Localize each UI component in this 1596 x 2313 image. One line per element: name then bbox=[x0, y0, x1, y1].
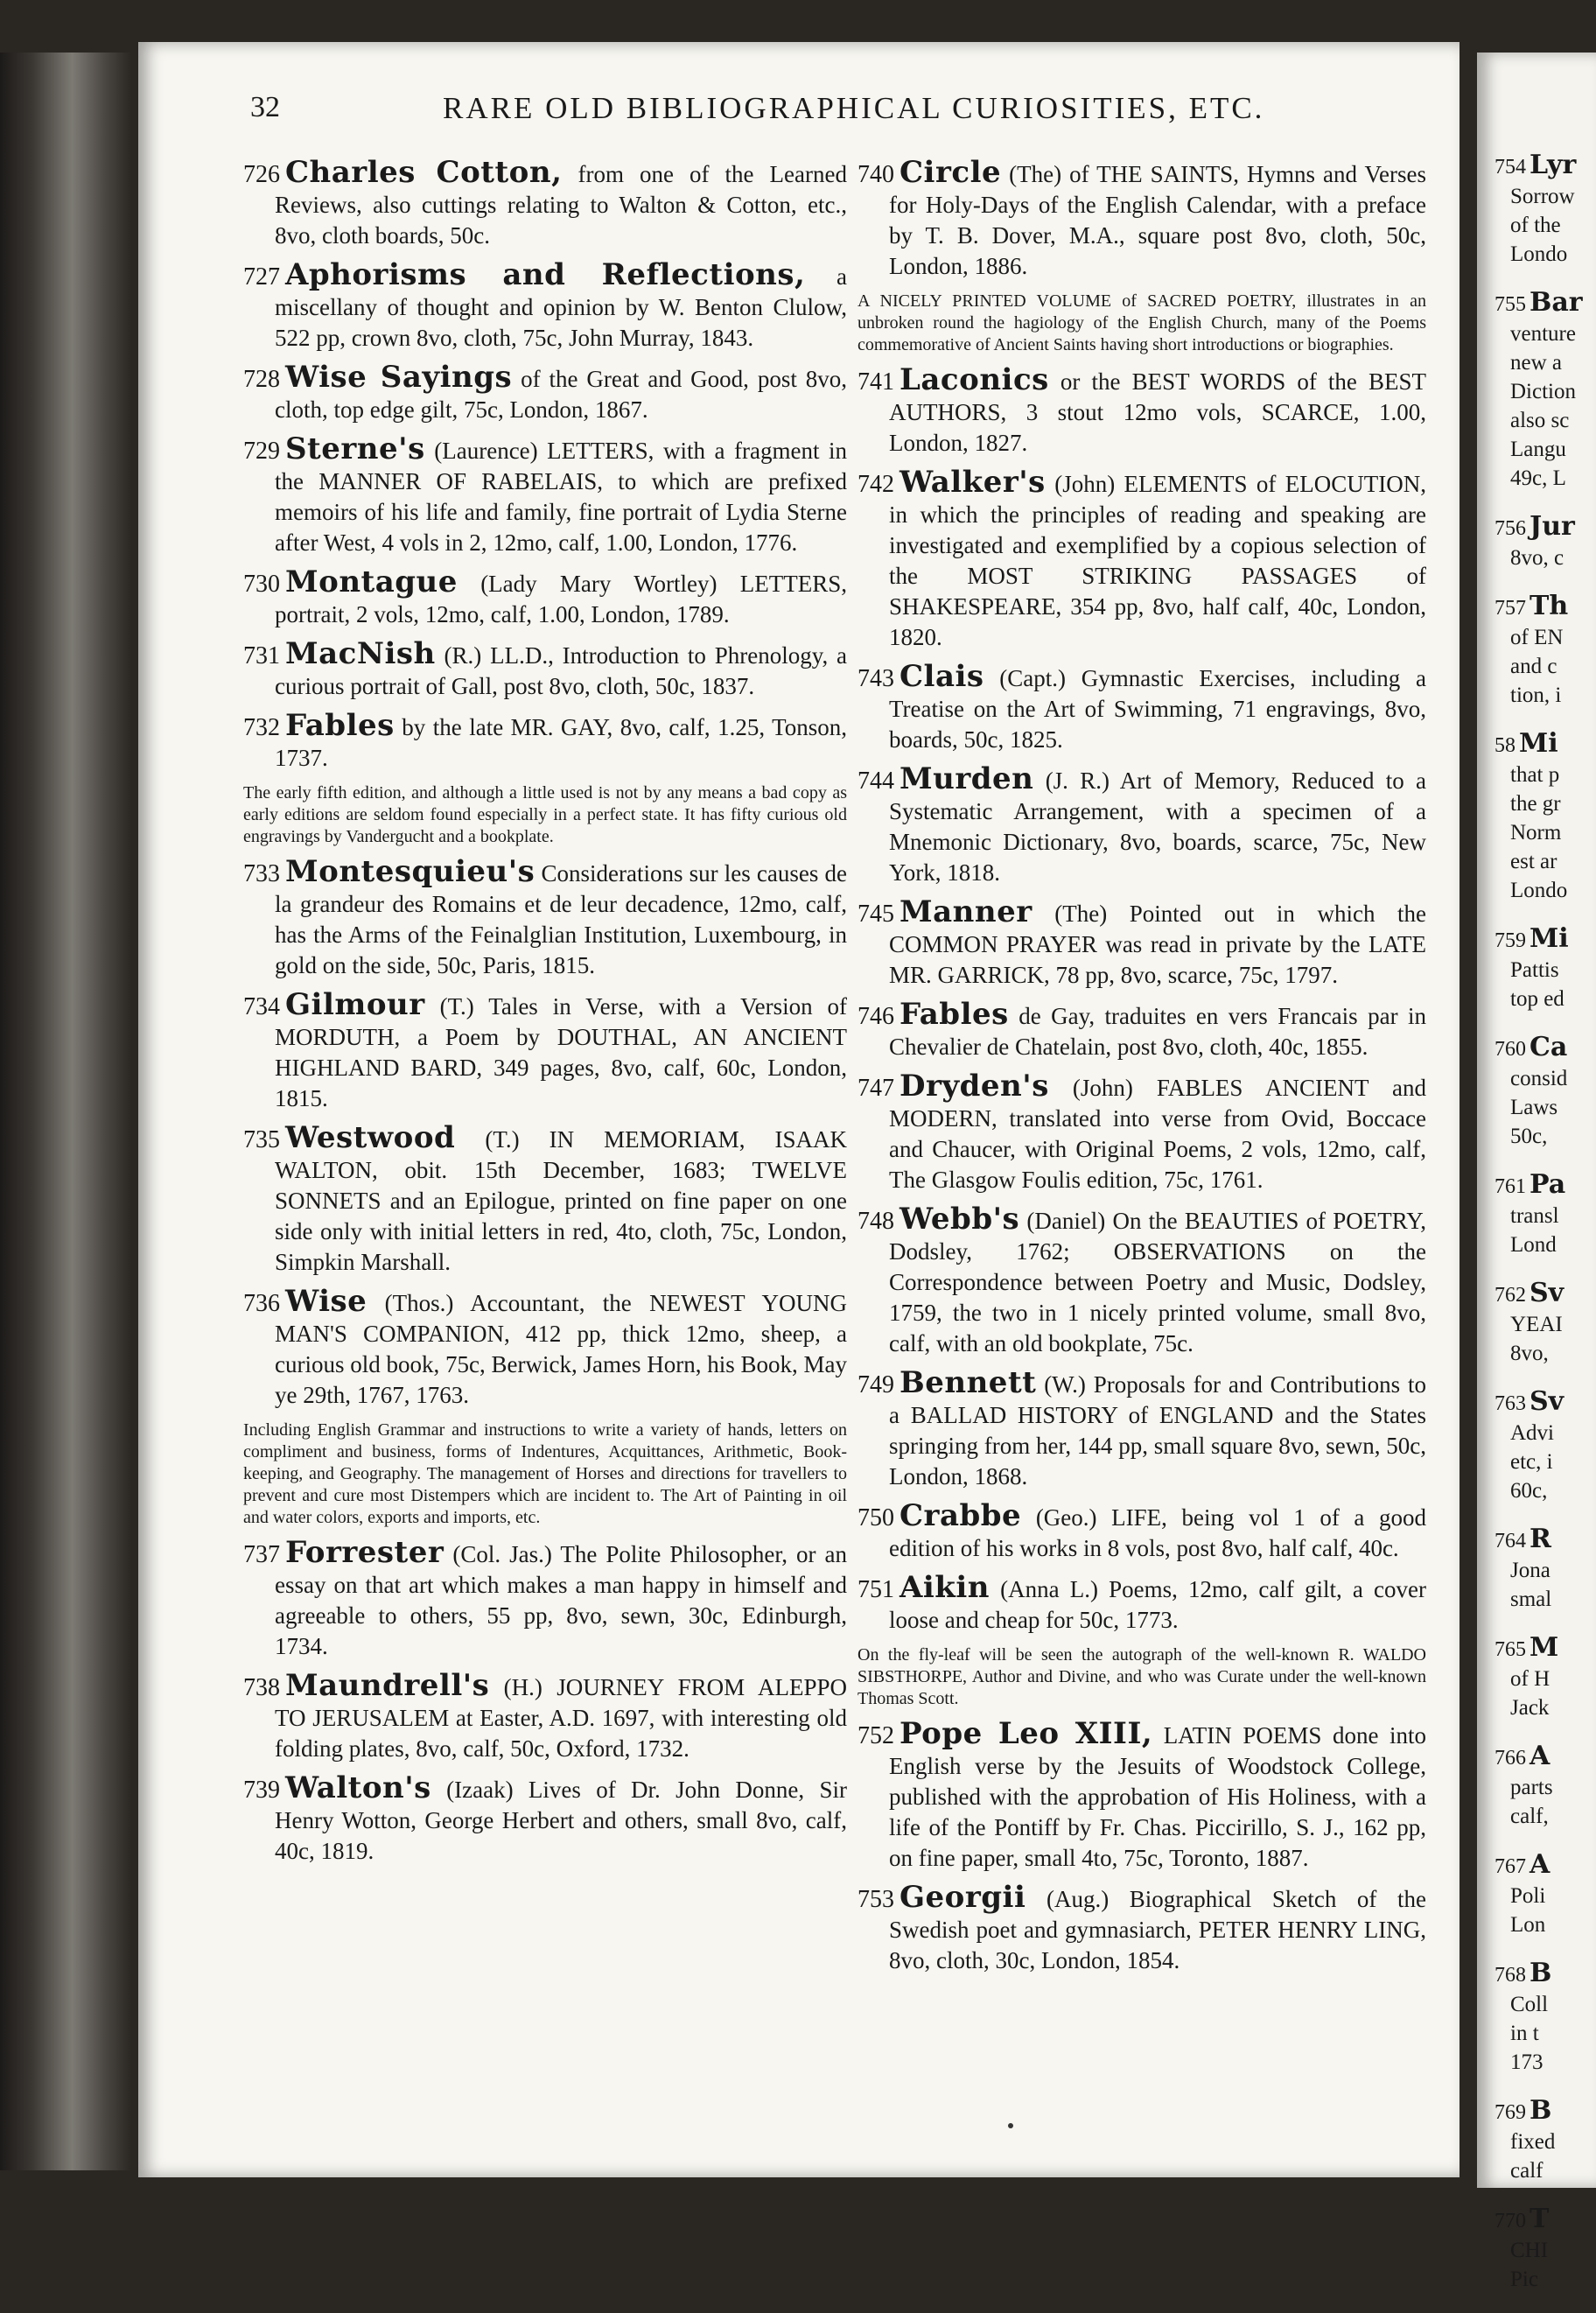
partial-entry bbox=[1494, 2204, 1583, 2294]
entry-number: 745 bbox=[858, 901, 894, 928]
entry-line: 49c, L bbox=[1510, 466, 1566, 490]
entry-description: (T.) IN MEMORIAM, ISAAK WALTON, obit. 15th December, 1683; TWELVE SONNETS and an Epilogue, printed on fine paper on one side only with initial letters in red, 4to, cloth, 75c, London, Simpkin Marshall. bbox=[275, 1126, 847, 1275]
partial-entry bbox=[1494, 1170, 1583, 1259]
entry-description: (Col. Jas.) The Polite Philosopher, or an essay on that art which makes a man happy in himself and agreeable to others, 55 pp, 8vo, sewn, 30c, Edinburgh, 1734. bbox=[275, 1541, 847, 1659]
entry-title: Webb's bbox=[900, 1202, 1020, 1237]
entry-title: Laconics bbox=[900, 362, 1049, 397]
entry-description: Considerations sur les causes de la grandeur des Romains et de leur decadence, 12mo, calf, has the Arms of the Feinalglian Institution, Luxembourg, in gold on the side, 50c, Paris, 1815. bbox=[275, 860, 848, 978]
entry-number: 753 bbox=[858, 1886, 894, 1913]
entry-number: 751 bbox=[858, 1576, 894, 1603]
entry-description: (Laurence) LETTERS, with a fragment in the MANNER OF RABELAIS, to which are prefixed memoirs of his life and family, fine portrait of Lydia Sterne after West, 4 vols in 2, 12mo, calf, 1.00, London, 1776. bbox=[275, 438, 847, 556]
entry-number: 742 bbox=[858, 471, 894, 498]
catalog-entry bbox=[243, 431, 847, 558]
entry-number: 765 bbox=[1494, 1638, 1526, 1661]
entry-title: Sterne's bbox=[285, 431, 425, 466]
entry-description: a miscellany of thought and opinion by W. Benton Clulow, 522 pp, crown 8vo, cloth, 75c, John Murray, 1843. bbox=[275, 263, 847, 351]
catalog-entry bbox=[243, 708, 847, 774]
entry-title: T bbox=[1530, 2204, 1550, 2234]
catalog-entry bbox=[243, 1286, 847, 1411]
page-number: 32 bbox=[250, 91, 280, 123]
entry-number: 737 bbox=[243, 1541, 280, 1568]
entry-line: of EN bbox=[1510, 626, 1564, 649]
entry-line: the gr bbox=[1510, 792, 1561, 816]
entry-line: calf bbox=[1510, 2159, 1544, 2183]
entry-title: Georgii bbox=[900, 1880, 1026, 1915]
entry-line: transl bbox=[1510, 1204, 1559, 1228]
entry-line: Poli bbox=[1510, 1884, 1546, 1908]
catalog-entry bbox=[858, 1071, 1426, 1195]
entry-title: Bennett bbox=[900, 1365, 1037, 1400]
catalog-entry bbox=[858, 1570, 1426, 1636]
entry-number: 756 bbox=[1494, 517, 1526, 540]
entry-line: Sorrow bbox=[1510, 185, 1575, 208]
entry-title: Wise Sayings bbox=[285, 360, 513, 395]
entry-line: calf, bbox=[1510, 1805, 1549, 1828]
entry-number: 767 bbox=[1494, 1855, 1526, 1878]
entry-line: Laws bbox=[1510, 1096, 1558, 1119]
entry-title: Fables bbox=[285, 708, 395, 743]
entry-title: M bbox=[1530, 1632, 1559, 1663]
entry-line: Langu bbox=[1510, 438, 1566, 461]
entry-description: (Thos.) Accountant, the NEWEST YOUNG MAN'S COMPANION, 412 pp, thick 12mo, sheep, a curious old book, 75c, Berwick, James Horn, his Book, May ye 29th, 1767, 1763. bbox=[275, 1290, 847, 1408]
entry-line: Londo bbox=[1510, 242, 1568, 266]
entry-title: Sv bbox=[1530, 1278, 1564, 1308]
partial-entry bbox=[1494, 729, 1583, 905]
entry-number: 730 bbox=[243, 571, 280, 598]
entry-description: (John) FABLES ANCIENT and MODERN, translated into verse from Ovid, Boccace and Chaucer, with Original Poems, 2 vols, 12mo, calf, The Glasgow Foulis edition, 75c, 1761. bbox=[889, 1075, 1427, 1193]
partial-entry bbox=[1494, 1524, 1583, 1614]
entry-number: 764 bbox=[1494, 1530, 1526, 1553]
entry-title: Jur bbox=[1530, 511, 1575, 542]
entry-title: Aphorisms and Reflections, bbox=[285, 257, 806, 292]
entry-line: in t bbox=[1510, 2022, 1539, 2045]
page-title: RARE OLD BIBLIOGRAPHICAL CURIOSITIES, ETC. bbox=[443, 91, 1265, 125]
entry-line: Londo bbox=[1510, 879, 1568, 902]
partial-entry bbox=[1494, 1959, 1583, 2077]
entry-title: Forrester bbox=[285, 1535, 444, 1570]
partial-entry bbox=[1494, 2096, 1583, 2185]
entry-line: consid bbox=[1510, 1067, 1568, 1090]
entry-title: Westwood bbox=[285, 1120, 456, 1155]
entry-title: Dryden's bbox=[900, 1069, 1049, 1104]
entry-title: Maundrell's bbox=[285, 1668, 490, 1703]
partial-entry bbox=[1494, 592, 1583, 710]
entry-description: de Gay, traduites en vers Francais par in Chevalier de Chatelain, post 8vo, cloth, 40c, 1855. bbox=[889, 1003, 1426, 1060]
entry-description: (Geo.) LIFE, being vol 1 of a good edition of his works in 8 vols, post 8vo, half calf, 40c. bbox=[889, 1504, 1427, 1561]
entry-description: (John) ELEMENTS of ELOCUTION, in which the principles of reading and speaking are investigated and exemplified by a copious selection of the MOST STRIKING PASSAGES of SHAKESPEARE, 354 pp, 8vo, half calf, 40c, London, 1820. bbox=[889, 471, 1426, 650]
entry-description: (R.) LL.D., Introduction to Phrenology, a curious portrait of Gall, post 8vo, cloth, 50c, 1837. bbox=[275, 642, 848, 699]
entry-line: that p bbox=[1510, 763, 1560, 787]
entry-line: 8vo, c bbox=[1510, 546, 1564, 570]
entry-title: Sv bbox=[1530, 1386, 1564, 1417]
page-mark bbox=[1008, 2123, 1013, 2128]
entry-line: Lon bbox=[1510, 1913, 1546, 1937]
entry-description: or the BEST WORDS of the BEST AUTHORS, 3 stout 12mo vols, SCARCE, 1.00, London, 1827. bbox=[889, 368, 1426, 456]
entry-description: (Daniel) On the BEAUTIES of POETRY, Dodsley, 1762; OBSERVATIONS on the Correspondence between Poetry and Music, Dodsley, 1759, the two in 1 nicely printed volume, small 8vo, calf, with an old bookplate, 75c. bbox=[889, 1208, 1426, 1356]
entry-number: 762 bbox=[1494, 1284, 1526, 1307]
entry-title: Manner bbox=[900, 894, 1032, 929]
entry-number: 750 bbox=[858, 1504, 894, 1531]
entry-line: of the bbox=[1510, 214, 1561, 237]
entry-number: 755 bbox=[1494, 293, 1526, 316]
entry-line: Pic bbox=[1510, 2267, 1538, 2291]
entry-title: A bbox=[1530, 1741, 1550, 1771]
partial-entry bbox=[1494, 512, 1583, 572]
entry-number: 760 bbox=[1494, 1038, 1526, 1061]
catalog-entry bbox=[243, 987, 847, 1114]
entry-number: 754 bbox=[1494, 156, 1526, 179]
entry-title: Clais bbox=[900, 659, 984, 694]
entry-number: 741 bbox=[858, 368, 894, 396]
entry-title: Mi bbox=[1519, 728, 1558, 759]
entry-title: Ca bbox=[1530, 1032, 1568, 1062]
entry-number: 739 bbox=[243, 1777, 280, 1804]
adjacent-page bbox=[1477, 53, 1596, 2291]
catalog-entry bbox=[858, 761, 1427, 888]
entry-description: (Izaak) Lives of Dr. John Donne, Sir Henry Wotton, George Herbert and others, small 8vo, calf, 40c, 1819. bbox=[275, 1777, 847, 1864]
entry-number: 58 bbox=[1494, 734, 1516, 757]
page-header bbox=[250, 91, 1423, 144]
entry-description: (W.) Proposals for and Contributions to a BALLAD HISTORY of ENGLAND and the States springing from her, 144 pp, small square 8vo, sewn, 50c, London, 1868. bbox=[889, 1371, 1427, 1489]
entry-number: 768 bbox=[1494, 1964, 1526, 1987]
entry-title: Fables bbox=[900, 997, 1009, 1032]
right-column bbox=[858, 155, 1427, 1985]
entry-title: Walton's bbox=[285, 1770, 431, 1805]
entry-line: Pattis bbox=[1510, 958, 1559, 982]
entry-number: 747 bbox=[858, 1075, 894, 1102]
catalog-entry bbox=[243, 854, 848, 981]
catalog-entry bbox=[858, 1498, 1427, 1564]
entry-description: LATIN POEMS done into English verse by the Jesuits of Woodstock College, published with the approbation of His Holiness, with a life of the Pontiff by Fr. Chas. Piccirillo, S. J., 162 pp, on fine paper, small 4to, 75c, Toronto, 1887. bbox=[889, 1722, 1426, 1871]
entry-title: B bbox=[1530, 2095, 1552, 2126]
catalog-entry bbox=[243, 257, 847, 354]
entry-title: R bbox=[1530, 1524, 1551, 1554]
partial-entry bbox=[1494, 1742, 1583, 1831]
entry-line: fixed bbox=[1510, 2130, 1556, 2154]
entry-number: 763 bbox=[1494, 1392, 1526, 1415]
catalog-entry bbox=[858, 155, 1426, 282]
entry-line: smal bbox=[1510, 1588, 1552, 1611]
entry-number: 727 bbox=[243, 263, 280, 291]
entry-title: Pa bbox=[1530, 1169, 1566, 1200]
entry-description: by the late MR. GAY, 8vo, calf, 1.25, Tonson, 1737. bbox=[275, 714, 847, 771]
entry-number: 740 bbox=[858, 161, 894, 188]
entry-line: also sc bbox=[1510, 409, 1570, 432]
entry-title: Crabbe bbox=[900, 1498, 1022, 1533]
catalog-entry bbox=[858, 1716, 1426, 1874]
entry-line: 50c, bbox=[1510, 1125, 1548, 1148]
entry-number: 770 bbox=[1494, 2210, 1526, 2232]
catalog-entry bbox=[243, 1770, 847, 1867]
entry-title: Wise bbox=[285, 1284, 368, 1319]
entry-number: 733 bbox=[243, 860, 280, 887]
entry-note: On the fly-leaf will be seen the autograph of the well-known R. WALDO SIBSTHORPE, Author and Divine, and who was Curate under the well-known Thomas Scott. bbox=[858, 1645, 1426, 1708]
entry-description: from one of the Learned Reviews, also cuttings relating to Walton & Cotton, etc., 8vo, cloth boards, 50c. bbox=[275, 161, 847, 249]
partial-entry bbox=[1494, 1033, 1583, 1151]
catalog-entry bbox=[243, 1535, 847, 1662]
catalog-entry bbox=[243, 1668, 848, 1764]
entry-description: (T.) Tales in Verse, with a Version of MORDUTH, a Poem by DOUTHAL, AN ANCIENT HIGHLAND BARD, 349 pages, 8vo, calf, 60c, London, 1815. bbox=[275, 993, 847, 1111]
entry-line: YEAI bbox=[1510, 1313, 1563, 1336]
entry-description: (Lady Mary Wortley) LETTERS, portrait, 2 vols, 12mo, calf, 1.00, London, 1789. bbox=[275, 571, 847, 627]
catalog-entry bbox=[243, 362, 847, 425]
catalog-entry bbox=[858, 894, 1427, 991]
partial-entry bbox=[1494, 1633, 1583, 1722]
entry-number: 752 bbox=[858, 1722, 894, 1749]
entry-description: (Aug.) Biographical Sketch of the Swedish poet and gymnasiarch, PETER HENRY LING, 8vo, cloth, 30c, London, 1854. bbox=[889, 1886, 1426, 1973]
catalog-page bbox=[138, 42, 1460, 2177]
entry-line: 8vo, bbox=[1510, 1342, 1549, 1365]
entry-number: 761 bbox=[1494, 1175, 1526, 1198]
catalog-entry bbox=[858, 362, 1426, 459]
entry-number: 732 bbox=[243, 714, 280, 741]
entry-description: (H.) JOURNEY FROM ALEPPO TO JERUSALEM at Easter, A.D. 1697, with interesting old folding plates, 8vo, calf, 50c, Oxford, 1732. bbox=[275, 1674, 848, 1762]
entry-line: and c bbox=[1510, 655, 1558, 678]
entry-line: Diction bbox=[1510, 380, 1576, 403]
entry-number: 731 bbox=[243, 642, 280, 669]
entry-title: Pope Leo XIII, bbox=[900, 1716, 1153, 1751]
entry-number: 735 bbox=[243, 1126, 280, 1153]
entry-number: 729 bbox=[243, 438, 280, 465]
partial-entry bbox=[1494, 1279, 1583, 1368]
entry-title: Murden bbox=[900, 761, 1034, 796]
catalog-entry bbox=[858, 1204, 1426, 1359]
partial-entry bbox=[1494, 1850, 1583, 1939]
entry-line: Advi bbox=[1510, 1421, 1554, 1445]
entry-line: parts bbox=[1510, 1776, 1553, 1799]
partial-entry bbox=[1494, 924, 1583, 1013]
entry-title: Montague bbox=[285, 564, 458, 599]
entry-number: 769 bbox=[1494, 2101, 1526, 2124]
entry-title: B bbox=[1530, 1958, 1552, 1988]
entry-description: (The) Pointed out in which the COMMON PRAYER was read in private by the LATE MR. GARRICK, 78 pp, 8vo, scarce, 75c, 1797. bbox=[889, 901, 1427, 988]
entry-line: Norm bbox=[1510, 821, 1562, 845]
entry-number: 738 bbox=[243, 1674, 280, 1701]
book-spine bbox=[0, 53, 131, 2170]
entry-line: of H bbox=[1510, 1667, 1550, 1691]
entry-line: 173 bbox=[1510, 2050, 1544, 2074]
entry-title: MacNish bbox=[285, 636, 436, 671]
entry-description: (Capt.) Gymnastic Exercises, including a Treatise on the Art of Swimming, 71 engravings, 8vo, boards, 50c, 1825. bbox=[889, 665, 1427, 753]
entry-number: 749 bbox=[858, 1371, 894, 1398]
entry-number: 744 bbox=[858, 767, 894, 795]
entry-title: Aikin bbox=[900, 1570, 990, 1605]
entry-title: Walker's bbox=[900, 465, 1046, 500]
entry-line: Jona bbox=[1510, 1559, 1550, 1582]
entry-line: Lond bbox=[1510, 1233, 1557, 1257]
entry-note: Including English Grammar and instructions to write a variety of hands, letters on compliment and business, forms of Indentures, Acquittances, Arithmetic, Book-keeping, and Geography. The management of Horses and directions for travellers to prevent and cure most Distempers which are incident to. The Art of Painting in oil and water colors, exports and imports, etc. bbox=[243, 1420, 847, 1527]
entry-number: 748 bbox=[858, 1208, 894, 1235]
catalog-entry bbox=[858, 1365, 1427, 1492]
catalog-entry bbox=[243, 564, 847, 630]
entry-line: top ed bbox=[1510, 987, 1564, 1011]
entry-title: Montesquieu's bbox=[285, 854, 536, 889]
entry-title: Bar bbox=[1530, 287, 1583, 318]
entry-title: Lyr bbox=[1530, 150, 1577, 180]
entry-number: 734 bbox=[243, 993, 280, 1020]
entry-line: Jack bbox=[1510, 1696, 1550, 1720]
entry-title: Charles Cotton, bbox=[285, 155, 563, 190]
entry-description: of the Great and Good, post 8vo, cloth, top edge gilt, 75c, London, 1867. bbox=[275, 366, 847, 423]
entry-title: Gilmour bbox=[285, 987, 425, 1022]
catalog-entry bbox=[858, 1882, 1426, 1976]
entry-number: 766 bbox=[1494, 1747, 1526, 1770]
left-column bbox=[243, 155, 848, 1875]
catalog-entry bbox=[858, 999, 1426, 1062]
entry-description: (J. R.) Art of Memory, Reduced to a Systematic Arrangement, with a specimen of a Mnemonic Dictionary, 8vo, boards, scarce, 75c, New York, 1818. bbox=[889, 767, 1427, 886]
entry-note: A NICELY PRINTED VOLUME of SACRED POETRY, illustrates in an unbroken round the hagiology of the English Church, many of the Poems commemorative of Ancient Saints having short introductions or biographies. bbox=[858, 291, 1426, 354]
entry-line: tion, i bbox=[1510, 683, 1562, 707]
entry-line: venture bbox=[1510, 322, 1576, 346]
entry-title: Th bbox=[1530, 591, 1569, 621]
entry-title: Mi bbox=[1530, 923, 1569, 954]
entry-number: 746 bbox=[858, 1003, 894, 1030]
entry-line: etc, i bbox=[1510, 1450, 1553, 1474]
catalog-entry bbox=[243, 155, 847, 251]
entry-title: Circle bbox=[900, 155, 1002, 190]
catalog-entry bbox=[858, 659, 1427, 755]
catalog-entry bbox=[243, 636, 848, 702]
partial-entry bbox=[1494, 288, 1583, 493]
entry-number: 728 bbox=[243, 366, 280, 393]
entry-line: 60c, bbox=[1510, 1479, 1548, 1503]
entry-description: (Anna L.) Poems, 12mo, calf gilt, a cover loose and cheap for 50c, 1773. bbox=[889, 1576, 1426, 1633]
entry-note: The early fifth edition, and although a little used is not by any means a bad copy as early editions are seldom found especially in a perfect state. It has fifty curious old engravings by Vandergucht and a bookplate. bbox=[243, 783, 847, 846]
entry-line: est ar bbox=[1510, 850, 1558, 873]
entry-number: 743 bbox=[858, 665, 894, 692]
partial-entry bbox=[1494, 151, 1583, 269]
entry-number: 736 bbox=[243, 1290, 280, 1317]
entry-number: 726 bbox=[243, 161, 280, 188]
entry-number: 759 bbox=[1494, 929, 1526, 952]
catalog-entry bbox=[243, 1120, 847, 1278]
catalog-entry bbox=[858, 467, 1426, 653]
entry-line: Coll bbox=[1510, 1993, 1549, 2016]
entry-title: A bbox=[1530, 1849, 1550, 1880]
entry-number: 757 bbox=[1494, 597, 1526, 620]
entry-line: CHI bbox=[1510, 2239, 1549, 2262]
entry-description: (The) of THE SAINTS, Hymns and Verses for Holy-Days of the English Calendar, with a preface by T. B. Dover, M.A., square post 8vo, cloth, 50c, London, 1886. bbox=[889, 161, 1426, 279]
partial-entry bbox=[1494, 1387, 1583, 1505]
entry-line: new a bbox=[1510, 351, 1562, 375]
